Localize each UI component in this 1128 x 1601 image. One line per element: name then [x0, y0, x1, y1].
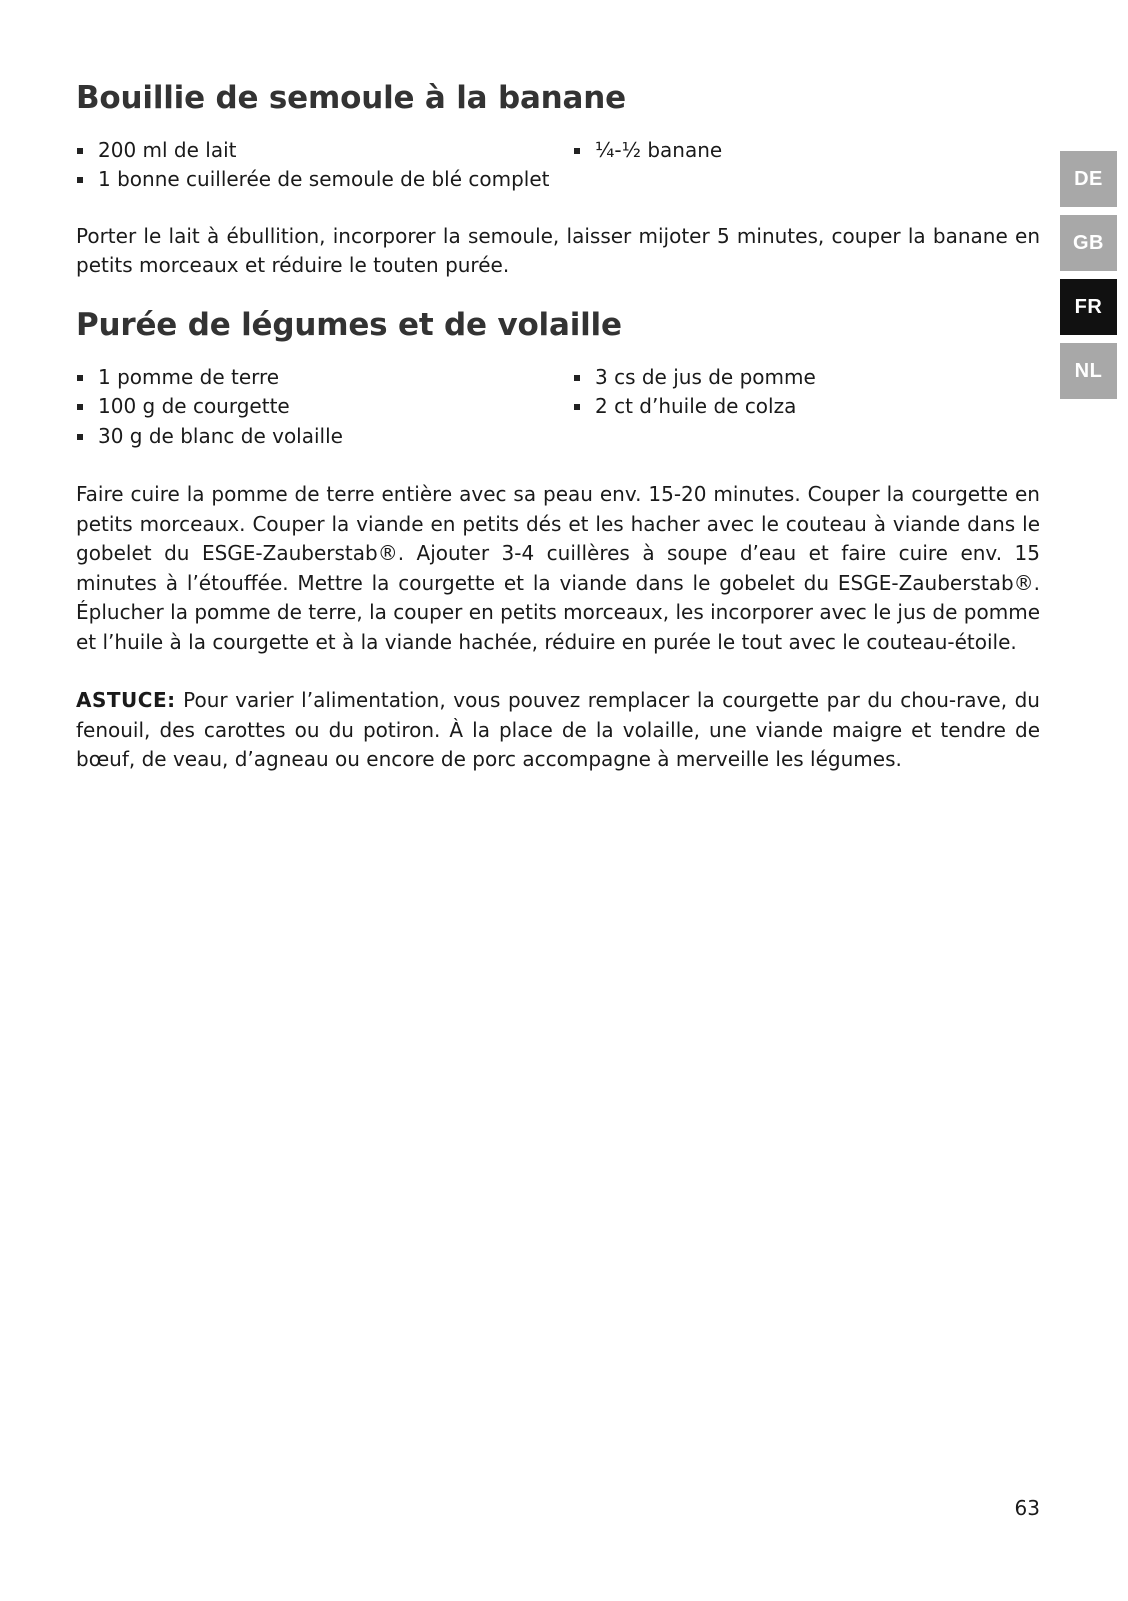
tab-fr[interactable]: FR	[1060, 279, 1117, 335]
recipe-title: Purée de légumes et de volaille	[76, 306, 622, 343]
recipe-instructions: Faire cuire la pomme de terre entière avec sa peau env. 15-20 minutes. Couper la courgette en petits morceaux. Couper la viande en petits dés et les hacher avec le couteau à viande dans le gobelet du ESGE-Zauberstab®. Ajouter 3-4 cuillères à soupe d’eau et faire cuire env. 15 minutes à l’étouffée. Mettre la courgette et la viande dans le gobelet du ESGE-Zauberstab®. Éplucher la pomme de terre, la couper en petits morceaux, les incorporer avec le jus de pomme et l’huile à la courgette et à la viande hachée, réduire en purée le tout avec le couteau-étoile.	[76, 482, 1040, 654]
page-number: 63	[1014, 1496, 1040, 1520]
recipe-instructions: Porter le lait à ébullition, incorporer la semoule, laisser mijoter 5 minutes, couper la banane en petits morceaux et réduire le touten purée.	[76, 223, 1040, 278]
recipe-title: Bouillie de semoule à la banane	[76, 80, 626, 116]
ingredient-item: ¼-½ banane	[573, 136, 1040, 166]
ingredient-item: 2 ct d’huile de colza	[573, 392, 1040, 422]
ingredient-item: 1 pomme de terre	[76, 363, 573, 393]
recipe-vegetable-poultry	[76, 305, 1040, 775]
ingredient-item: 200 ml de lait	[76, 136, 573, 166]
ingredient-item: 30 g de blanc de volaille	[76, 422, 573, 452]
tip-label: ASTUCE:	[76, 688, 176, 713]
ingredient-item: 100 g de courgette	[76, 392, 573, 422]
tip-text: Pour varier l’alimentation, vous pouvez remplacer la courgette par du chou-rave, du fenouil, des carottes ou du potiron. À la place de la volaille, une viande maigre et tendre de bœuf, de veau, d’agneau ou encore de porc accompagne à merveille les légumes.	[76, 688, 1040, 772]
ingredient-item: 1 bonne cuillerée de semoule de blé complet	[76, 165, 573, 195]
ingredient-list	[76, 136, 1040, 195]
recipe-tip	[76, 686, 1040, 775]
page-content	[76, 78, 1040, 775]
tab-gb[interactable]: GB	[1060, 215, 1117, 271]
ingredient-item: 3 cs de jus de pomme	[573, 363, 1040, 393]
language-tabs	[1060, 151, 1117, 407]
tab-nl[interactable]: NL	[1060, 343, 1117, 399]
tab-de[interactable]: DE	[1060, 151, 1117, 207]
ingredient-list	[76, 363, 1040, 452]
recipe-banana-semolina	[76, 78, 1040, 281]
